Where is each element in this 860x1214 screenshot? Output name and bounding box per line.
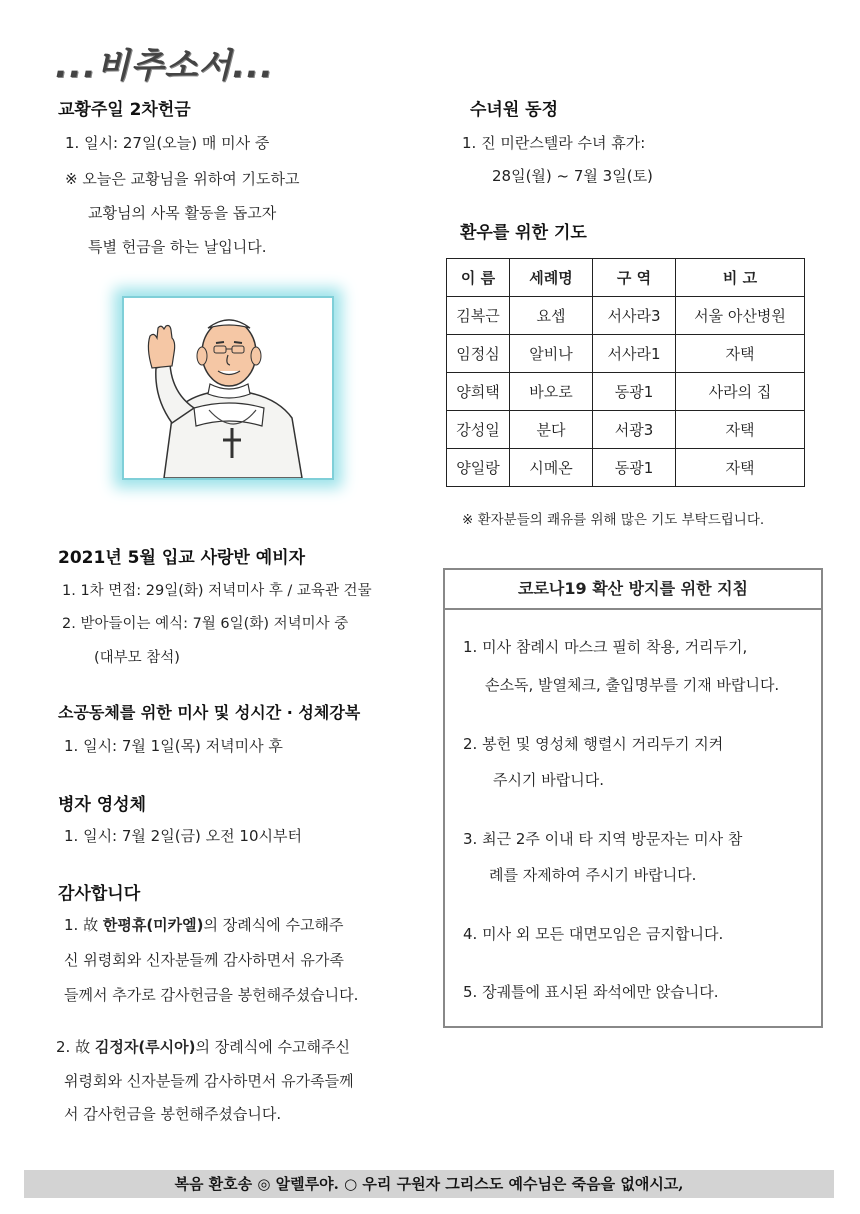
col-baptismal: 세례명 [510,259,593,297]
cell-remarks: 자택 [676,335,805,373]
cell-name: 강성일 [447,411,510,449]
pope-illustration [122,296,334,480]
sick-communion-line1: 1. 일시: 7월 2일(금) 오전 10시부터 [64,827,302,845]
cell-baptismal: 요셉 [510,297,593,335]
cell-district: 동광1 [593,373,676,411]
col-district: 구 역 [593,259,676,297]
catechumen-heading: 2021년 5월 입교 사랑반 예비자 [58,548,306,568]
prayer-note: ※ 환자분들의 쾌유를 위해 많은 기도 부탁드립니다. [462,512,765,528]
cell-name: 양희택 [447,373,510,411]
thanks-item1-name: 한평휴(미카엘) [102,916,204,934]
cell-remarks: 자택 [676,449,805,487]
thanks-item1-line2: 신 위령회와 신자분들께 감사하면서 유가족 [64,951,344,969]
corona-item3-line1: 3. 최근 2주 이내 타 지역 방문자는 미사 참 [463,830,743,848]
thanks-item1-prefix: 1. 故 [64,916,103,934]
pope-drawing [124,298,332,478]
gospel-acclamation-banner: 복음 환호송 ◎ 알렐루야. ○ 우리 구원자 그리스도 예수님은 죽음을 없애시고, [24,1170,834,1198]
nun-line1: 1. 진 미란스텔라 수녀 휴가: [462,134,646,152]
thanks-item1-line3: 들께서 추가로 감사헌금을 봉헌해주셨습니다. [64,986,359,1004]
papal-note2: 교황님의 사목 활동을 돕고자 [88,204,277,222]
nun-heading: 수녀원 동정 [470,100,559,120]
corona-item2-line2: 주시기 바랍니다. [493,771,604,789]
nun-line2: 28일(월) ~ 7월 3일(토) [492,167,653,185]
prayer-heading: 환우를 위한 기도 [460,223,587,243]
cell-district: 동광1 [593,449,676,487]
corona-item4: 4. 미사 외 모든 대면모임은 금지합니다. [463,925,724,943]
thanks-item1-line1 [64,914,343,935]
papal-line1: 1. 일시: 27일(오늘) 매 미사 중 [65,134,270,152]
corona-item5: 5. 장궤틀에 표시된 좌석에만 앉습니다. [463,983,719,1001]
prayer-table [446,258,805,487]
cell-district: 서광3 [593,411,676,449]
cell-name: 임정심 [447,335,510,373]
thanks-item2-line3: 서 감사헌금을 봉헌해주셨습니다. [64,1105,282,1123]
corona-item1-line2: 손소독, 발열체크, 출입명부를 기재 바랍니다. [485,676,780,694]
thanks-item1-suffix: 의 장례식에 수고해주 [203,916,344,934]
table-row [447,297,805,335]
col-remarks: 비 고 [676,259,805,297]
corona-item1-line1: 1. 미사 참례시 마스크 필히 착용, 거리두기, [463,638,748,656]
table-row [447,411,805,449]
cell-baptismal: 시메온 [510,449,593,487]
thanks-item2-line2: 위령회와 신자분들께 감사하면서 유가족들께 [64,1072,354,1090]
catechumen-line3: (대부모 참석) [94,650,180,666]
thanks-item2-prefix: 2. 故 [56,1038,95,1056]
sick-communion-heading: 병자 영성체 [58,795,147,815]
table-row [447,449,805,487]
small-community-heading: 소공동체를 위한 미사 및 성시간 · 성체강복 [58,703,361,722]
thanks-item2-suffix: 의 장례식에 수고해주신 [195,1038,350,1056]
thanks-item2-name: 김정자(루시아) [94,1038,196,1056]
col-name: 이 름 [447,259,510,297]
corona-item3-line2: 례를 자제하여 주시기 바랍니다. [489,866,697,884]
thanks-heading: 감사합니다 [58,884,141,904]
catechumen-line1: 1. 1차 면접: 29일(화) 저녁미사 후 / 교육관 건물 [62,583,372,599]
papal-note3: 특별 헌금을 하는 날입니다. [88,238,267,256]
thanks-item2-line1 [56,1036,350,1057]
catechumen-line2: 2. 받아들이는 예식: 7월 6일(화) 저녁미사 중 [62,616,349,632]
cell-baptismal: 분다 [510,411,593,449]
papal-note1: ※ 오늘은 교황님을 위하여 기도하고 [65,170,300,188]
cell-baptismal: 바오로 [510,373,593,411]
corona-heading: 코로나19 확산 방지를 위한 지침 [445,570,821,610]
table-header-row [447,259,805,297]
table-row [447,335,805,373]
page-title: ...비추소서... [55,46,274,86]
cell-baptismal: 알비나 [510,335,593,373]
cell-remarks: 서울 아산병원 [676,297,805,335]
cell-remarks: 사라의 집 [676,373,805,411]
corona-item2-line1: 2. 봉헌 및 영성체 행렬시 거리두기 지켜 [463,735,724,753]
cell-district: 서사라1 [593,335,676,373]
cell-remarks: 자택 [676,411,805,449]
cell-district: 서사라3 [593,297,676,335]
papal-heading: 교황주일 2차헌금 [58,100,191,120]
corona-guidelines-box [443,568,823,1028]
table-row [447,373,805,411]
cell-name: 양일랑 [447,449,510,487]
small-community-line1: 1. 일시: 7월 1일(목) 저녁미사 후 [64,737,283,755]
cell-name: 김복근 [447,297,510,335]
